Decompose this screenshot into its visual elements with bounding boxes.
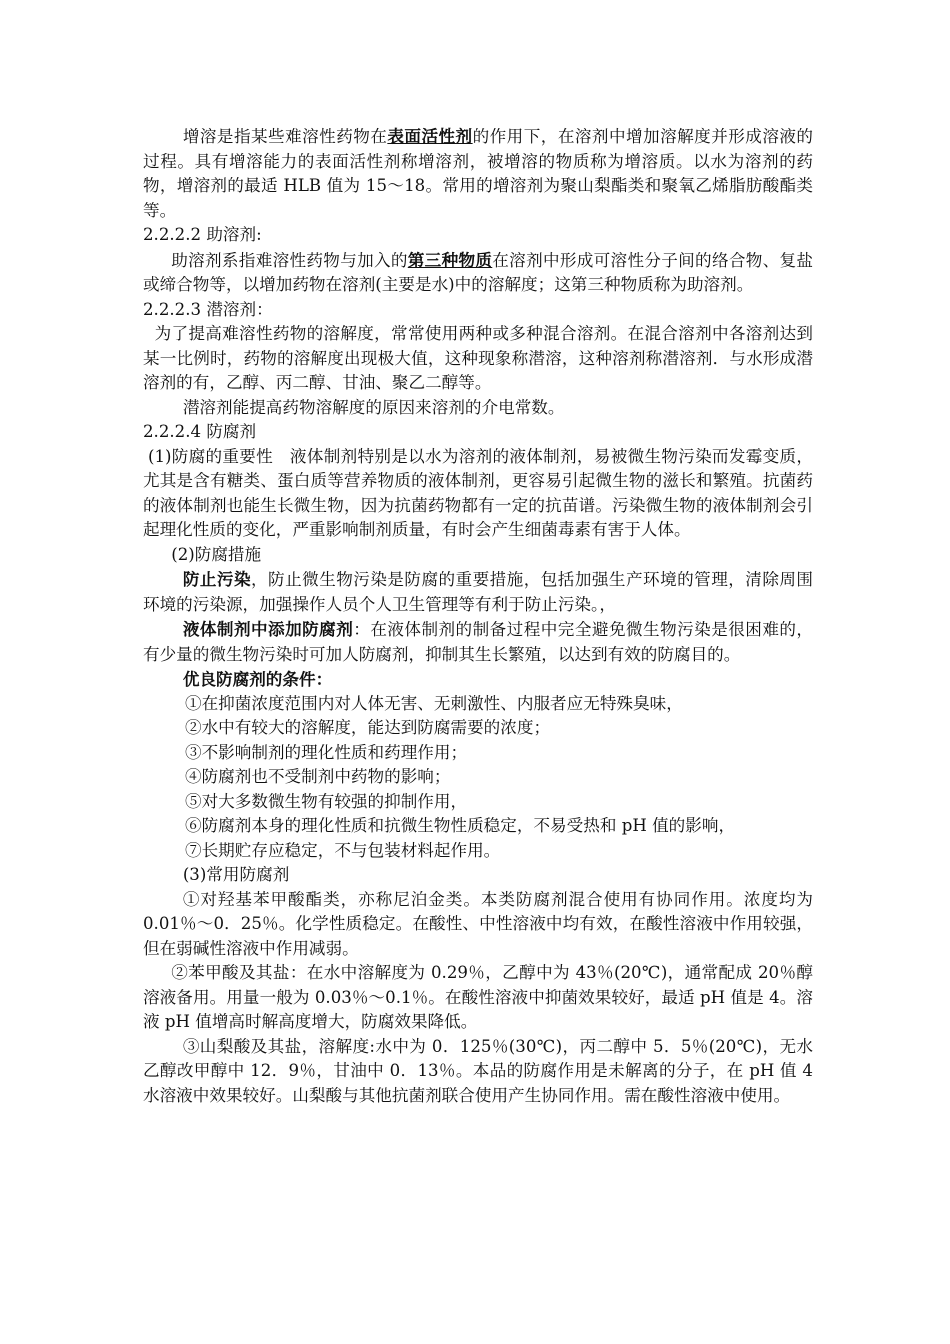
section-heading-cosolvent: 2.2.2.3 潜溶剂：	[143, 299, 273, 319]
paragraph-preservation-importance: (1)防腐的重要性 液体制剂特别是以水为溶剂的液体制剂，易被微生物污染而发霉变质，尤其是含有糖类、蛋白质等营养物质的液体制剂，更容易引起微生物的滋长和繁殖。抗菌药的液体制剂也能生长微生物，因为抗菌药物都有一定的抗苗谱。污染微生物的液体制剂会引起理化性质的变化，严重影响制剂质量，有时会产生细菌毒素有害于人体。	[143, 446, 813, 539]
paragraph-prevent-contamination	[143, 567, 813, 617]
paragraph-add-preservative	[143, 617, 813, 667]
condition-item: ⑤对大多数微生物有较强的抑制作用，	[185, 791, 468, 811]
subheading-common-preservatives: (3)常用防腐剂	[182, 865, 290, 884]
emphasis-term: 第三种物质	[407, 249, 493, 270]
text: 助溶剂系指难溶性药物与加入的	[171, 250, 408, 270]
paragraph-cosolvent: 为了提高难溶性药物的溶解度，常常使用两种或多种混合溶剂。在混合溶剂中各溶剂达到某一比例时，药物的溶解度出现极大值，这种现象称潜溶，这种溶剂称潜溶剂．与水形成潜溶剂的有，乙醇、丙二醇、甘油、聚乙二醇等。	[143, 324, 813, 392]
condition-item: ②水中有较大的溶解度，能达到防腐需要的浓度；	[185, 718, 551, 737]
text: 的作用下，在溶剂中增加溶解度并形成溶液的过程。具有增溶能力的表面活性剂称增溶剂，被增溶的物质称为增溶质。以水为溶剂的药物，增溶剂的最适 HLB 值为 15～18。常用的增溶剂为聚山梨酯类和聚氧乙烯脂肪酸酯类等。	[143, 127, 814, 220]
section-heading-preservative: 2.2.2.4 防腐剂	[143, 422, 257, 441]
text: ：在液体制剂的制备过程中完全避免微生物污染是很困难的，有少量的微生物污染时可加人防腐剂，抑制其生长繁殖，以达到有效的防腐目的。	[143, 620, 814, 664]
condition-item: ⑦长期贮存应稳定，不与包装材料起作用。	[185, 840, 501, 860]
paragraph-cosolvent-reason: 潜溶剂能提高药物溶解度的原因来溶剂的介电常数。	[182, 397, 565, 417]
text: ，防止微生物污染是防腐的重要措施，包括加强生产环境的管理，清除周围环境的污染源，加强操作人员个人卫生管理等有利于防止污染。，	[143, 570, 814, 614]
paragraph-solubilization	[143, 124, 813, 223]
paragraph-benzoic-acid: ②苯甲酸及其盐：在水中溶解度为 0.29％，乙醇中为 43％(20℃)，通常配成 20％醇溶液备用。用量一般为 0.03％～0.1％。在酸性溶液中抑菌效果较好，最适 pH 值是 4。溶液 pH 值增高时解高度增大，防腐效果降低。	[143, 963, 813, 1031]
document-page	[143, 124, 813, 1108]
text: 在溶剂中形成可溶性分子间的络合物、复盐或缔合物等，以增加药物在溶剂(主要是水)中的溶解度；这第三种物质称为助溶剂。	[143, 250, 814, 294]
condition-item: ③不影响制剂的理化性质和药理作用；	[185, 742, 468, 762]
conditions-list	[143, 692, 813, 864]
section-heading-cosolvent-aid: 2.2.2.2 助溶剂:	[143, 225, 262, 244]
text: 增溶是指某些难溶性药物在	[182, 127, 388, 146]
conditions-title: 优良防腐剂的条件：	[182, 669, 333, 689]
condition-item: ⑥防腐剂本身的理化性质和抗微生物性质稳定，不易受热和 pH 值的影响，	[185, 816, 736, 835]
condition-item: ④防腐剂也不受制剂中药物的影响；	[185, 767, 451, 786]
paragraph-hydrotrope	[143, 248, 813, 298]
paragraph-sorbic-acid: ③山梨酸及其盐，溶解度:水中为 0．125％(30℃)，丙二醇中 5．5％(20℃)，无水乙醇改甲醇中 12．9％，甘油中 0．13％。本品的防腐作用是未解离的分子，在 pH 值 4 水溶液中效果较好。山梨酸与其他抗菌剂联合使用产生协同作用。需在酸性溶液中使用。	[143, 1036, 813, 1105]
bold-term: 防止污染	[182, 569, 252, 589]
condition-item: ①在抑菌浓度范围内对人体无害、无刺激性、内服者应无特殊臭味，	[185, 693, 683, 713]
emphasis-term: 表面活性剂	[387, 126, 473, 146]
bold-term: 液体制剂中添加防腐剂	[182, 619, 354, 639]
paragraph-parabens: ①对羟基苯甲酸酯类，亦称尼泊金类。本类防腐剂混合使用有协同作用。浓度均为 0.01％～0．25％。化学性质稳定。在酸性、中性溶液中均有效，在酸性溶液中作用较强，但在弱碱性溶液中作用减弱。	[143, 889, 813, 958]
subheading-measures: (2)防腐措施	[171, 544, 262, 564]
